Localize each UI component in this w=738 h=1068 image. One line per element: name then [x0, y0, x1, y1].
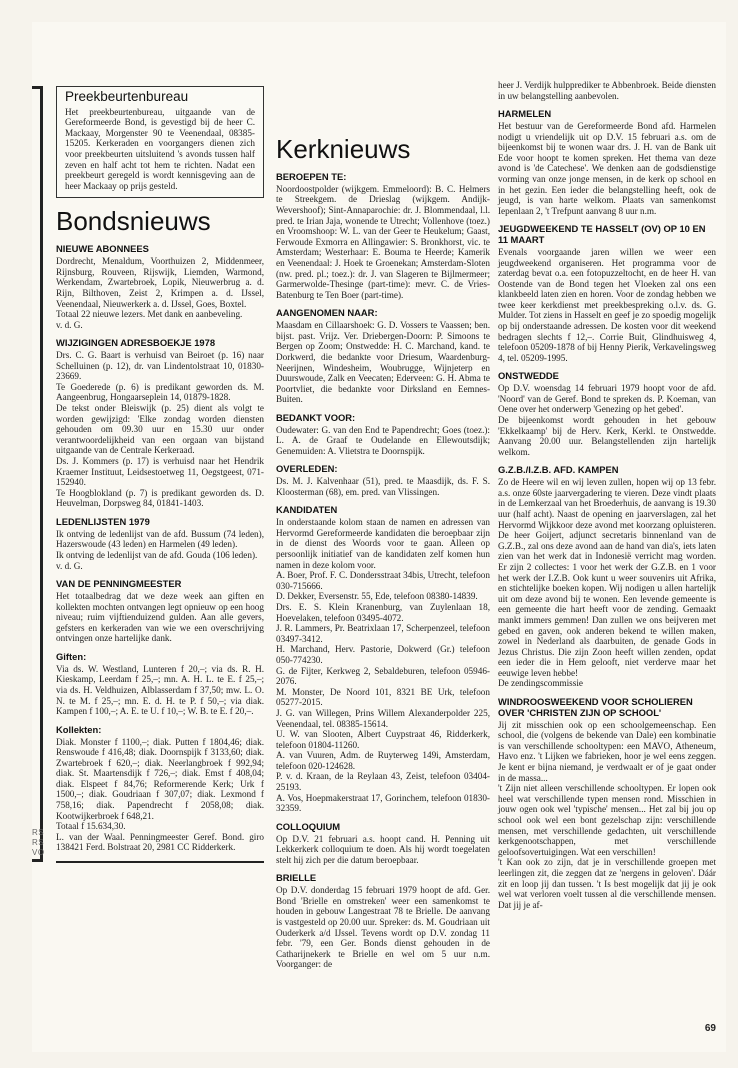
section-paragraph: Drs. C. G. Baart is verhuisd van Beiroet (p. 16) naar Schelluinen (p. 12), dr. van Lindentolstraat 10, 01830-23669. [56, 350, 264, 382]
section-paragraph: Te Hoogblokland (p. 7) is predikant geworden ds. D. Heuvelman, Dorpsweg 84, 01841-1403. [56, 487, 264, 509]
box-text: Het preekbeurtenbureau, uitgaande van de Gereformeerde Bond, is gevestigd bij de heer C. Mackaay, Morgenster 90 te Veenendaal, 08385-15205. Kerkeraden en voorgangers dienen zich voor preekbeurten uitsluitend 's avonds tussen half zeven en half acht tot hem te richten. Nadat een preekbeurt geregeld is wordt kennisgeving aan de heer Mackaay op prijs gesteld. [65, 106, 255, 191]
section-paragraph: In onderstaande kolom staan de namen en adressen van Hervormd Gereformeerde kandidaten die beroepbaar zijn in de dienst des Woords voor te gaan. Alleen op persoonlijk initiatief van de kandidaten zelf komen hun namen in deze kolom voor. [276, 517, 490, 570]
section-heading: BRIELLE [276, 872, 317, 884]
section-paragraph: 't Kan ook zo zijn, dat je in verschillende groepen met leerlingen zit, die zeggen dat ze 'nergens in geloven'. Dáár zit en loop jij dan tussen. 't Is best mogelijk dat jij je ook wel wat verloren voelt tussen al die verschillende mensen. Dat jij je af- [498, 857, 716, 910]
article-section [56, 579, 264, 644]
section-paragraph: Te Goederede (p. 6) is predikant geworden ds. M. Aangeenbrug, Hongaarseplein 14, 01879-1828. [56, 381, 264, 403]
column-announcements [498, 80, 716, 910]
section-heading: WIJZIGINGEN ADRESBOEKJE 1978 [56, 337, 216, 349]
section-paragraph: Het bestuur van de Gereformeerde Bond afd. Harmelen nodigt u vriendelijk uit op D.V. 15 februari a.s. om de bijeenkomst bij te wonen waar drs. J. H. van de Bank uit Ede voor hoopt te komen spreken. Het thema van deze avond is 'de Catechese'. We denken aan de godsdienstige vorming van onze jonge mensen, in de kerk op school en in het gezin. Een ieder die belangstelling heeft, ook de jeugd, is van harte welkom. Plaats van samenkomst Iepenlaan 2, 't Trefpunt aanvang 8 uur n.m. [498, 120, 716, 216]
article-section [498, 109, 716, 216]
section-heading: COLLOQUIUM [276, 820, 341, 832]
section-paragraph: P. v. d. Kraan, de la Reylaan 43, Zeist, telefoon 03404-25193. [276, 771, 490, 793]
section-paragraph: G. de Fijter, Kerkweg 2, Sebaldeburen, telefoon 05946-2076. [276, 665, 490, 687]
section-paragraph: Op D.V. woensdag 14 februari 1979 hoopt voor de afd. 'Noord' van de Geref. Bond te spreken ds. P. Koeman, van Oene over het onderwerp 'Genezing op het gebed'. [498, 383, 716, 415]
article-section [498, 697, 716, 910]
kerknieuws-sections [276, 172, 490, 970]
column-kerknieuws [276, 134, 490, 970]
section-heading: AANGENOMEN NAAR: [276, 307, 378, 319]
article-section [276, 505, 490, 813]
section-heading: BEROEPEN TE: [276, 171, 347, 182]
article-section [56, 725, 264, 853]
section-heading: OVERLEDEN: [276, 463, 338, 475]
section-heading: NIEUWE ABONNEES [56, 243, 149, 255]
section-heading: LEDENLIJSTEN 1979 [56, 516, 150, 527]
article-section [56, 338, 264, 509]
article-section [56, 244, 264, 330]
section-paragraph: Totaal 22 nieuwe lezers. Met dank en aanbeveling. [56, 309, 243, 320]
article-section [276, 413, 490, 457]
article-section [56, 652, 264, 717]
edge-line: RS [32, 838, 45, 847]
section-paragraph: D. Dekker, Eversenstr. 55, Ede, telefoon 08380-14839. [276, 591, 478, 602]
section-paragraph: Jij zit misschien ook op een schoolgemeenschap. Een school, die (volgens de bekende van Dale) een kombinatie is van verschillende schooltypen: een MAVO, Atheneum, Havo enz. 't Lijken we fabrieken, hoor je wel eens zeggen. Je kent er bijna niemand, je verdwaalt er of je gaat onder in de massa... [498, 719, 716, 783]
section-paragraph: Totaal f 15.634,30. [56, 821, 126, 832]
article-section [276, 822, 490, 866]
article-section [276, 308, 490, 405]
article-section [276, 172, 490, 300]
preekbeurtenbureau-box [56, 86, 264, 198]
box-title: Preekbeurtenbureau [65, 89, 189, 104]
section-paragraph: Noordoostpolder (wijkgem. Emmeloord): B. C. Helmers te Streekgem. de Drieslag (wijkgem. Andijk-Wevershoof); Sint-Annaparochie: dr. J. Blommendaal, l.l. pred. te Irian Jaja, wonende te Utrecht; Vollenhove (toez.) en Vroomshoop: W. L. van der Geer te Heukelum; Gaast, Ferwoude Exmorra en Allingawier: S. Bronkhorst, vic. te Amsterdam; Westerhaar: E. Bouma te Heerde; Kamerik en Veenendaal: J. Hoek te Groenekan; Amsterdam-Sloten (nw. pred. pl.; toez.): dr. J. van Slageren te Bijlmermeer; Garmerwolde-Thesinge (part-time): mevr. C. de Vries-Batenburg te Ten Boer (part-time). [276, 183, 490, 300]
section-paragraph: J. G. van Willegen, Prins Willem Alexanderpolder 225, Veenendaal, tel. 08385-15614. [276, 707, 490, 729]
section-heading: HARMELEN [498, 108, 552, 120]
section-paragraph: A. Vos, Hoepmakerstraat 17, Gorinchem, telefoon 01830-32359. [276, 792, 490, 814]
section-paragraph: Drs. E. S. Klein Kranenburg, van Zuylenlaan 18, Hoevelaken, telefoon 03495-4072. [276, 601, 490, 623]
section-paragraph: Ds. J. Kommers (p. 17) is verhuisd naar het Hendrik Kraemer Instituut, Leidsestoetweg 11, Oegstgeest, 071-152940. [56, 456, 264, 488]
section-heading: BEDANKT VOOR: [276, 411, 356, 423]
edge-line: VO [32, 848, 45, 857]
magazine-page [32, 22, 726, 1052]
section-paragraph: De tekst onder Bleiswijk (p. 25) dient als volgt te worden gewijzigd: 'Elke zondag worden diensten gehouden om 09.30 uur en 15.30 uur onder verantwoordelijkheid van een orgaan van bijstand uitgaande van de Centrale Kerkeraad. [56, 403, 264, 456]
section-paragraph: Ik ontving de ledenlijst van de afd. Bussum (74 leden), Hazerswoude (43 leden) en Harmelen (49 leden). [56, 528, 264, 550]
section-paragraph: Dordrecht, Menaldum, Voorthuizen 2, Middenmeer, Rijnsburg, Rouveen, Rijswijk, Liemden, Warmond, Werkendam, Zwartebroek, Lopik, Nieuwerbrug a. d. Rijn, Bilthoven, Zeist 2, Krimpen a. d. IJssel, Veenendaal, Nieuwerkerk a. d. IJssel, Goes, Boxtel. [56, 256, 264, 309]
section-heading: Kollekten: [56, 723, 102, 735]
section-title-bondsnieuws: Bondsnieuws [56, 206, 211, 237]
article-section [498, 224, 716, 363]
section-paragraph: Diak. Monster f 1100,–; diak. Putten f 1804,46; diak. Renswoude f 416,48; diak. Doornspijk f 3133,60; diak. Zwartebroek f 620,–; diak. Neerlangbroek f 992,94; diak. St. Maartensdijk f 726,–; diak. Emst f 408,04; diak. Elspeet f 84,76; Reformerende Kerk; Urk f 1500,–; diak. Goudriaan f 307,07; diak. Lexmond f 758,16; diak. Papendrecht f 2058,08; diak. Kootwijkerbroek f 648,21. [56, 736, 264, 821]
section-paragraph: A. Boer, Prof. F. C. Dondersstraat 34bis, Utrecht, telefoon 030-715666. [276, 570, 490, 591]
section-paragraph: Op D.V. 21 februari a.s. hoopt cand. H. Penning uit Lekkerkerk colloquium te doen. Als hij wordt toegelaten stelt hij zich per die datum beroepbaar. [276, 833, 490, 865]
section-heading: JEUGDWEEKEND TE HASSELT (OV) OP 10 EN 11 MAART [498, 223, 706, 246]
section-paragraph: Ik ontving de ledenlijst van de afd. Gouda (106 leden). [56, 549, 258, 560]
section-paragraph: Op D.V. donderdag 15 februari 1979 hoopt de afd. Ger. Bond 'Brielle en omstreken' weer een samenkomst te houden in gebouw Langestraat 78 te Brielle. De aanvang is vastgesteld op 20.00 uur. Spreker: ds. M. Goudriaan uit Ouderkerk a/d IJssel. Tevens wordt op D.V. zondag 11 febr. '79, een Ger. Bonds dienst gehouden in de Catharijnekerk te Brielle en wel om 5 uur n.m. Voorganger: de [276, 885, 490, 970]
edge-text-fragment [32, 828, 50, 858]
section-signature: v. d. G. [56, 560, 83, 571]
section-heading: VAN DE PENNINGMEESTER [56, 578, 182, 590]
section-paragraph: H. Marchand, Herv. Pastorie, Dokwerd (Gr.) telefoon 050-774230. [276, 644, 490, 665]
section-signature: v. d. G. [56, 319, 83, 330]
article-section [276, 464, 490, 497]
announcement-sections [498, 109, 716, 910]
section-paragraph: Maasdam en Cillaarshoek: G. D. Vossers te Vaassen; ben. bijst. past. Vrijz. Ver. Driebergen-Doorn: P. Simoons te Bergen op Zoom; Onstwedde: H. C. Marchand, kand. te Dorkwerd, die bedankte voor Driesum, Waardenburg-Neerijnen, Windesheim, Woubrugge, Wijnjeterp en Duurswoude, Zalk en Veecaten; Ederveen: G. H. Abma te Poortvliet, die bedankte voor Dirksland en Eemnes-Buiten. [276, 320, 490, 405]
column-end-rule [56, 861, 264, 863]
article-section [498, 465, 716, 689]
section-heading: WINDROOSWEEKEND VOOR SCHOLIEREN OVER 'CHRISTEN ZIJN OP SCHOOL' [498, 696, 693, 718]
article-section [276, 873, 490, 970]
intro-paragraph: heer J. Verdijk hulpprediker te Abbenbroek. Beide diensten in uw belangstelling aanbevolen. [498, 80, 716, 101]
section-paragraph: J. R. Lammers, Pr. Beatrixlaan 17, Scherpenzeel, telefoon 03497-3412. [276, 623, 490, 644]
section-paragraph: M. Monster, De Noord 101, 8321 BE Urk, telefoon 05277-2015. [276, 686, 490, 708]
section-paragraph: Via ds. W. Westland, Lunteren f 20,–; via ds. R. H. Kieskamp, Leerdam f 25,–; mn. A. H. L. te E. f 25,–; via ds. H. Veldhuizen, Alblasserdam f 37,50; mw. L. O. N. te M. f 25,–; mn. E. d. H. te P. f 50,–; via diak. Kampen f 100,–; A. E. te U. f 10,–; W. B. te E. f 20,–. [56, 663, 264, 717]
section-paragraph: A. van Vuuren, Adm. de Ruyterweg 149i, Amsterdam, telefoon 020-124628. [276, 750, 490, 771]
section-paragraph: Ds. M. J. Kalvenhaar (51), pred. te Maasdijk, ds. F. S. Kloosterman (68), em. pred. van Vlissingen. [276, 476, 490, 497]
page-number: 69 [704, 1023, 716, 1034]
section-paragraph: 't Zijn niet alleen verschillende schooltypen. Er lopen ook heel wat verschillende typen mensen rond. Misschien in jouw ogen ook wel 'typische' mensen... Het zal bij jou op school ook wel een bont gezelschap zijn: verschillende mensen, met verschillende gedachten, uit verschillende kerkgenootschappen, met verschillende geloofsovertuigingen. Wat een verschillen! [498, 783, 716, 857]
section-signature: De zendingscommissie [498, 678, 583, 689]
section-heading: KANDIDATEN [276, 504, 338, 516]
column-bondsnieuws [56, 86, 264, 863]
section-title-kerknieuws: Kerknieuws [276, 134, 411, 164]
section-heading: Giften: [56, 650, 87, 662]
bondsnieuws-sections [56, 244, 264, 853]
section-paragraph: L. van der Waal. Penningmeester Geref. Bond. giro 138421 Ferd. Bolstraat 20, 2981 CC Ridderkerk. [56, 831, 264, 853]
section-heading: ONSTWEDDE [498, 370, 559, 382]
section-paragraph: U. W. van Slooten, Albert Cuypstraat 46, Ridderkerk, telefoon 01804-11260. [276, 729, 490, 750]
section-paragraph: Evenals voorgaande jaren willen we weer een jeugdweekend organiseren. Het programma voor de zaterdag bevat o.a. een fotopuzzeltocht, en de heer H. van Oostende van de Bond tegen het Vloeken zal ons een klankbeeld laten zien en horen. Voor de zondag hebben we twee keer kerkdienst met preekbespreking o.l.v. ds. G. Mulder. Tot ziens in Hasselt en geef je zo spoedig mogelijk op bij onderstaande adressen. De kosten voor dit weekend bedragen slechts f 12,–. Corrie Buit, Glindhuisweg 4, telefoon 05209-1878 of bij Henny Pierik, Verkavelingsweg 4, tel. 05209-1995. [498, 246, 716, 363]
edge-line: RS [32, 828, 45, 837]
section-heading: G.Z.B./I.Z.B. AFD. KAMPEN [498, 464, 619, 476]
section-paragraph: Het totaalbedrag dat we deze week aan giften en kollekten mochten ontvangen legt opnieuw op een hoog niveau; ruim vijftienduizend gulden. Aan alle gevers, gefsters en kerkeraden van wie we een overschrijving ontvingen onze hartelijke dank. [56, 590, 264, 644]
article-section [498, 371, 716, 457]
article-section [56, 517, 264, 571]
section-paragraph: Zo de Heere wil en wij leven zullen, hopen wij op 13 febr. a.s. onze 60ste jaarvergadering te vieren. Deze vindt plaats in de Lemkerzaal van het Broederhuis, de aanvang is 19.30 uur (half acht). Naast de opening en jaarverslagen, zal het Hervormd Wijkkoor deze avond met koorzang opluisteren. De heer Goijert, adjunct secretaris binnenland van de G.Z.B., zal ons deze avond aan de hand van dia's, iets laten zien van het werk dat in Indonesië verricht mag worden. Er zijn 2 collectes: 1 voor het werk der G.Z.B. en 1 voor het werk der I.Z.B. Ook kunt u weer souvenirs uit Afrika, en stichtelijke boeken kopen. Wij nodigen u allen hartelijk uit om deze avond bij te wonen. Een levende gemeente is een gemeente die hart heeft voor de zending. Gemaakt mankt immers gemmen! Dan zullen we ons beijveren met gebed en gaven, ook anderen bekend te willen maken, zowel in Nederland als daarbuiten, de genade Gods in Jezus Christus. Die zijn Zoon heeft willen zenden, opdat een ieder die in Hem gelooft, niet verderve maar het eeuwige leven hebbe! [498, 477, 716, 678]
binder-bracket [32, 86, 43, 862]
section-paragraph: Oudewater: G. van den End te Papendrecht; Goes (toez.): L. A. de Graaf te Oudelande en Ellewoutsdijk; Genemuiden: A. Vlietstra te Doornspijk. [276, 424, 490, 456]
section-paragraph: De bijeenkomst wordt gehouden in het gebouw 'Ekkelkaamp' bij de Herv. Kerk, Kerkl. te Onstwedde. Aanvang 20.00 uur. Belangstellenden zijn hartelijk welkom. [498, 415, 716, 457]
